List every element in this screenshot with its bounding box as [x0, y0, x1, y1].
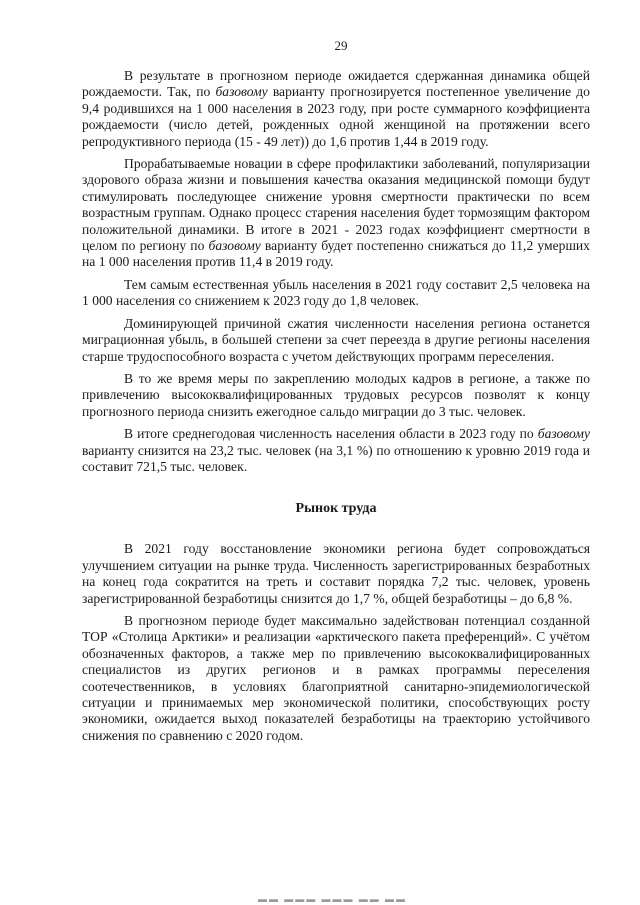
page-number: 29 — [334, 38, 348, 53]
paragraph — [82, 156, 590, 271]
emphasis-text: базовому — [215, 84, 268, 100]
paragraph-text: варианту будет постепенно снижаться до 11,2 умерших на 1 000 населения против 11,4 в 2019 году. — [82, 238, 590, 270]
paragraph-text: Доминирующей причиной сжатия численности населения региона останется миграционная убыль, в большей степени за счет переезда в другие регионы населения старше трудоспособного возраста с учетом действующих программ переселения. — [82, 315, 590, 364]
demography-section — [82, 68, 590, 475]
faint-scan-marks: ▬▬ ▬▬▬ ▬▬▬ ▬▬ ▬▬ — [258, 894, 407, 904]
paragraph — [82, 613, 590, 744]
paragraph-text: варианту прогнозируется постепенное увеличение до 9,4 родившихся на 1 000 населения в 2023 году, при росте суммарного коэффициента рождаемости (число детей, рожденных одной женщиной на протяжении всего репродуктивного периода (15 - 49 лет)) до 1,6 против 1,44 в 2019 году. — [82, 84, 590, 149]
paragraph — [82, 426, 590, 475]
paragraph — [82, 277, 590, 310]
labor-market-section — [82, 541, 590, 744]
paragraph-text: В то же время меры по закреплению молодых кадров в регионе, а также по привлечению высококвалифицированных трудовых ресурсов позволят к концу прогнозного периода снизить ежегодное сальдо миграции до 3 тыс. человек. — [82, 370, 590, 419]
paragraph — [82, 68, 590, 150]
emphasis-text: базовому — [537, 426, 590, 442]
paragraph-text: В прогнозном периоде будет максимально задействован потенциал созданной ТОР «Столица Арктики» и реализации «арктического пакета преференций». С учётом обозначенных факторов, а также мер по привлечению высококвалифицированных специалистов из других регионов и в рамках программы переселения соотечественников, в условиях благоприятной санитарно-эпидемиологической ситуации и принимаемых мер экономической политики, способствующих росту экономики, ожидается выход показателей безработицы на траекторию устойчивого снижения по сравнению с 2020 годом. — [82, 612, 590, 743]
paragraph-text: В 2021 году восстановление экономики региона будет сопровождаться улучшением ситуации на рынке труда. Численность зарегистрированных безработных на конец года сократится на треть и составит порядка 7,2 тыс. человек, уровень зарегистрированной безработицы снизится до 1,7 %, общей безработицы – до 6,8 %. — [82, 541, 590, 606]
paragraph — [82, 541, 590, 607]
paragraph-text: В итоге среднегодовая численность населения области в 2023 году по — [124, 426, 538, 442]
emphasis-text: базовому — [208, 238, 261, 254]
paragraph — [82, 316, 590, 365]
paragraph-text: Тем самым естественная убыль населения в 2021 году составит 2,5 человека на 1 000 населения со снижением к 2023 году до 1,8 человек. — [82, 276, 590, 309]
paragraph-text: В результате в прогнозном периоде ожидается сдержанная динамика общей рождаемости. Так, по — [82, 68, 590, 100]
section-title-labor-market: Рынок труда — [295, 501, 377, 517]
paragraph-text: Прорабатываемые новации в сфере профилактики заболеваний, популяризации здорового образа жизни и повышения качества оказания медицинской помощи будут стимулировать последующее снижение уровня смертности практически по всем возрастным группам. Однако процесс старения населения будет тормозящим фактором положительной динамики. В итоге в 2021 - 2023 годах коэффициент смертности в целом по региону по — [82, 156, 590, 254]
paragraph-text: варианту снизится на 23,2 тыс. человек (на 3,1 %) по отношению к уровню 2019 года и составит 721,5 тыс. человек. — [82, 442, 590, 474]
paragraph — [82, 371, 590, 420]
